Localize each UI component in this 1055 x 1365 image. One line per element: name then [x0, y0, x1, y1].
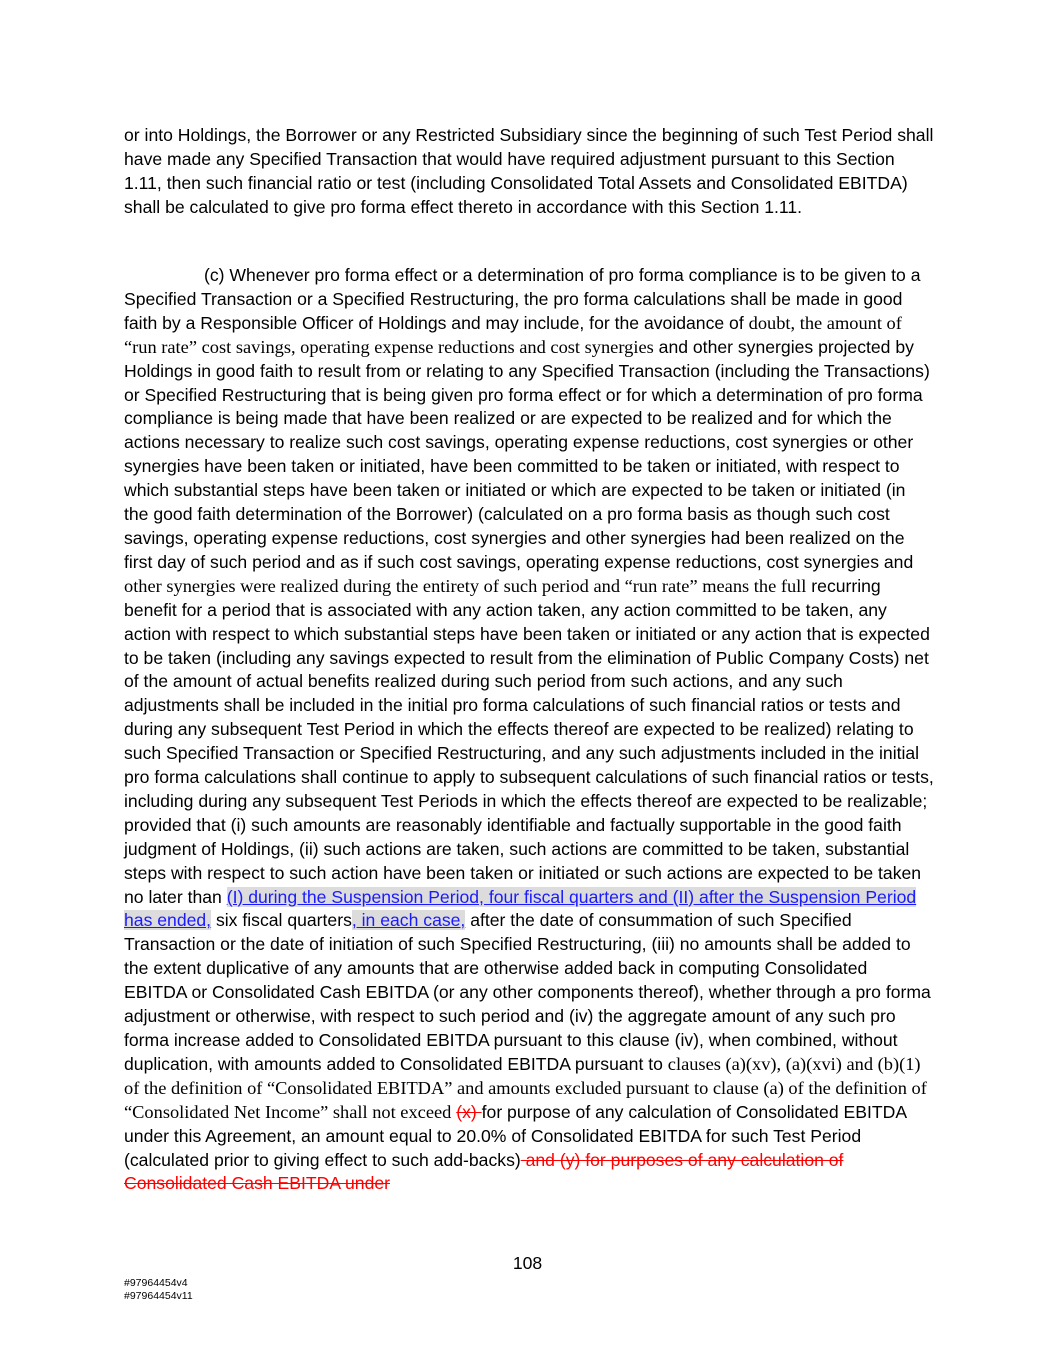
- paragraph-c: [124, 264, 934, 1196]
- para-c-serif-text-2: other synergies were realized during the entirety of such period and “run rate” means the full: [124, 575, 807, 596]
- tracked-insertion-1: (I) during the Suspension Period, four fiscal quarters and (II) after the Suspension Period has ended,: [124, 886, 917, 931]
- document-id-1: #97964454v4: [124, 1277, 188, 1289]
- page-number: 108: [512, 1253, 543, 1273]
- tracked-deletion-1: (x): [456, 1101, 482, 1122]
- paragraph-1: or into Holdings, the Borrower or any Restricted Subsidiary since the beginning of such Test Period shall have made any Specified Transaction that would have required adjustment pursuant to this Section 1.11, then such financial ratio or test (including Consolidated Total Assets and Consolidated EBITDA) shall be calculated to give pro forma effect thereto in accordance with this Section 1.11.: [124, 125, 934, 217]
- para-c-text-3: recurring benefit for a period that is associated with any action taken, any action committed to be taken, any action with respect to which substantial steps have been taken or initiated or any action that is expected to be taken (including any savings expected to result from the elimination of Public Company Costs) net of the amount of actual benefits realized during such period from such actions, and any such adjustments shall be included in the initial pro forma calculations of such financial ratios or tests and during any subsequent Test Period in which the effects thereof are expected to be realized) relating to such Specified Transaction or Specified Restructuring, and any such adjustments included in the initial pro forma calculations shall continue to apply to subsequent calculations of such financial ratios or tests, including during any subsequent Test Periods in which the effects thereof are expected to be realizable; provided that (i) such amounts are reasonably identifiable and factually supportable in the good faith judgment of Holdings, (ii) such actions are taken, such actions are committed to be taken, substantial steps with respect to such action have been taken or initiated or such actions are expected to be taken no later than: [124, 575, 934, 907]
- tracked-deletion-2: and (y) for purposes of any calculation of Consolidated Cash EBITDA under: [124, 1149, 844, 1194]
- document-id-2: #97964454v11: [124, 1290, 193, 1302]
- tracked-insertion-2: , in each case,: [351, 910, 466, 931]
- para-c-text-6: for purpose of any calculation of Consolidated EBITDA under this Agreement, an amount equal to 20.0% of Consolidated EBITDA for such Test Period (calculated prior to giving effect to such add-backs): [124, 1101, 907, 1170]
- para-c-text-5: after the date of consummation of such Specified Transaction or the date of initiation of such Specified Restructuring, (iii) no amounts shall be added to the extent duplicative of any amounts that are otherwise added back in computing Consolidated EBITDA or Consolidated Cash EBITDA (or any other components thereof), whether through a pro forma adjustment or otherwise, with respect to such period and (iv) the aggregate amount of any such pro forma increase added to Consolidated EBITDA pursuant to this clause (iv), when combined, without duplication, with amounts added to Consolidated EBITDA pursuant to: [124, 910, 931, 1074]
- para-c-text-4: six fiscal quarters: [211, 910, 352, 931]
- para-c-text-1: (c) Whenever pro forma effect or a determination of pro forma compliance is to be given to a Specified Transaction or a Specified Restructuring, the pro forma calculations shall be made in good faith by a Responsible Officer of Holdings and may include, for the avoidance of: [124, 265, 921, 333]
- para-c-serif-text-3: clauses (a)(xv), (a)(xvi) and (b)(1) of the definition of “Consolidated EBITDA” and amounts excluded pursuant to clause (a) of the definition of “Consolidated Net Income” shall not exceed: [124, 1053, 927, 1122]
- para-c-text-2: and other synergies projected by Holdings in good faith to result from or relating to any Specified Transaction (including the Transactions) or Specified Restructuring that is being given pro forma effect or for which a determination of pro forma compliance is being made that have been realized or are expected to be realized and for which the actions necessary to realize such cost savings, operating expense reductions, cost synergies or other synergies have been taken or initiated, have been committed to be taken or initiated, with respect to which substantial steps have been taken or initiated or which are expected to be taken or initiated (in the good faith determination of the Borrower) (calculated on a pro forma basis as though such cost savings, operating expense reductions, cost synergies and other synergies had been realized on the first day of such period and as if such cost savings, operating expense reductions, cost synergies and: [124, 336, 930, 572]
- para-c-serif-text-1: doubt, the amount of “run rate” cost savings, operating expense reductions and cost synergies: [124, 312, 902, 357]
